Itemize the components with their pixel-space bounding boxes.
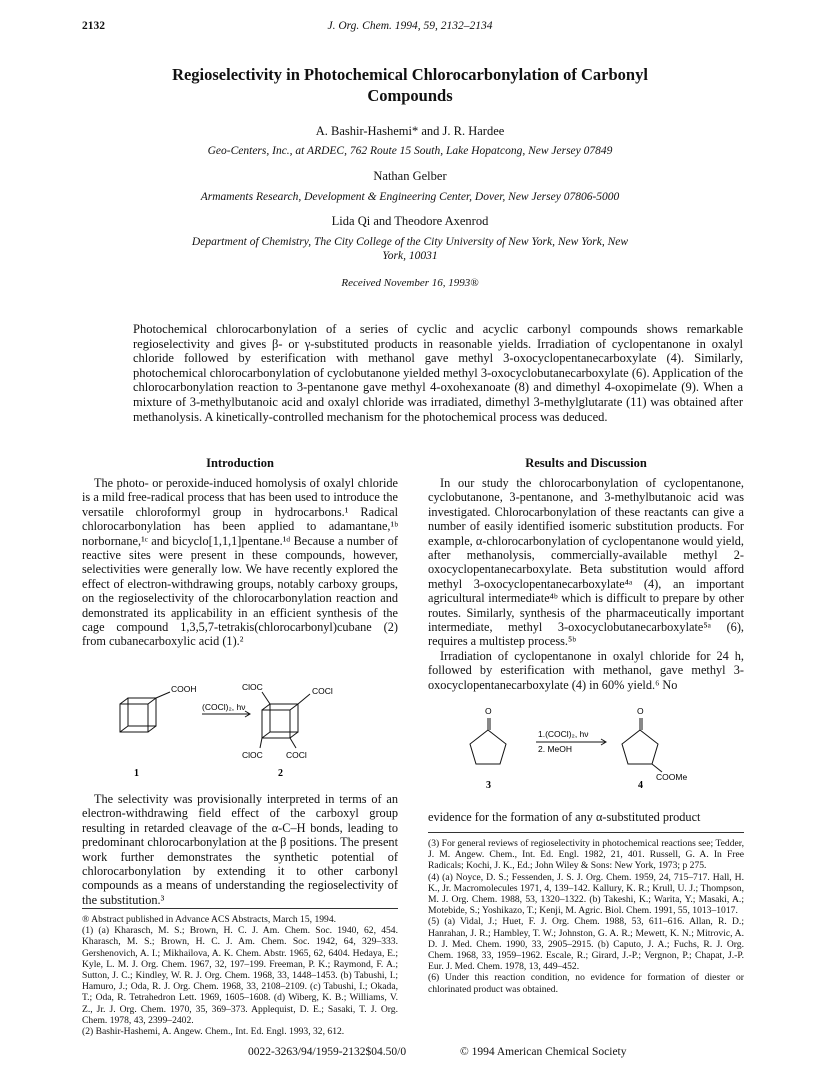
footnote-4: (4) (a) Noyce, D. S.; Fessenden, J. S. J. Org. Chem. 1959, 24, 715–717. Hall, H. K., Jr. Macromolecules 1971, 4, 139–142. Kallury, K. R.; Krull, U. J.; Thompson, M. J. Org. Chem. 1988, 53, 1320–1322. (b) Takeshi, K.; Warita, Y.; Masaki, A.; Motebide, S.; Yoshikazo, T.; Kenji, M. Agric. Biol. Chem. 1991, 55, 1013–1017.: [428, 871, 744, 917]
compound-2-label: 2: [278, 768, 283, 779]
cloc-top-label: ClOC: [242, 682, 263, 692]
reagent-label: (COCl)₂, hν: [202, 702, 246, 712]
affiliation-2: Armaments Research, Development & Engineering Center, Dover, New Jersey 07806-5000: [200, 191, 620, 203]
scheme-1: [82, 680, 398, 780]
footnote-abstract: ® Abstract published in Advance ACS Abstracts, March 15, 1994.: [82, 914, 337, 925]
affiliation-1: Geo-Centers, Inc., at ARDEC, 762 Route 15 South, Lake Hopatcong, New Jersey 07849: [207, 145, 613, 157]
footnote-1: (1) (a) Kharasch, M. S.; Brown, H. C. J. Am. Chem. Soc. 1940, 62, 454. Kharasch, M. S.; Brown, H. C. J. Am. Chem. Soc. 1942, 64, 329–333. Gershenovich, A. I.; Mikhailova, A. K. Chem. Abstr. 1965, 62, 6404. Hedaya, E.; Kyle, L. M. J. Org. Chem. 1967, 32, 197–199. Freeman, P. K.; Raymond, F. A.; Sutton, J. C.; Kindley, W. R. J. Org. Chem. 1968, 33, 1448–1453. (b) Tabushi, I.; Hamuro, J.; Oda, R. J. Org. Chem. 1968, 33, 2108–2109. (c) Tabushi, I.; Okada, T.; Oda, R. Tetrahedron Lett. 1969, 1605–1608. (d) Wiberg, K. B.; Williams, V. Z., Jr. J. Org. Chem. 1970, 35, 369–373. Applequist, D. E.; Sasaki, T. J. Org. Chem. 1978, 43, 2399–2402.: [82, 925, 398, 1026]
copyright: © 1994 American Chemical Society: [460, 1046, 627, 1058]
page-number: 2132: [82, 20, 105, 32]
footnote-3: (3) For general reviews of regioselectivity in photochemical reactions see; Tedder, J. M. Angew. Chem., Int. Ed. Engl. 1982, 21, 401. Russell, G. A. In Free Radicals; Kochi, J. K., Ed.; John Wiley & Sons: New York, 1973; p 275.: [428, 838, 744, 872]
results-paragraph-1: In our study the chlorocarbonylation of cyclopentanone, cyclobutanone, 3-pentanone, and 3-methylbutanoic acid was investigated. Chlorocarbonylation of these reactants can give a number of easily identified isomeric substitution products. For example, α-chlorocarbonylation of cyclopentanone would yield, after methanolysis, commercially-available methyl 2-oxocyclopentanecarboxylate. Beta substitution would afford methyl 3-oxocyclopentanecarboxylate⁴ᵃ (4), an important agricultural intermediate⁴ᵇ which is difficult to prepare by other routes. Similarly, synthesis of the pharmaceutically important intermediate, methyl 3-oxocyclobutanecarboxylate⁵ᵃ (6), requires a multistep process.⁵ᵇ: [428, 476, 744, 649]
journal-citation: J. Org. Chem. 1994, 59, 2132–2134: [327, 20, 493, 32]
results-heading: Results and Discussion: [525, 456, 647, 470]
article-title: Regioselectivity in Photochemical Chlorocarbonylation of Carbonyl Compounds: [172, 65, 648, 105]
results-paragraph-2: Irradiation of cyclopentanone in oxalyl chloride for 24 h, followed by esterification with methanol, gave methyl 3-oxocyclopentanecarboxylate (4) in 60% yield.⁶ No: [428, 648, 744, 692]
intro-paragraph-1: The photo- or peroxide-induced homolysis of oxalyl chloride is a mild free-radical process that has been used to introduce the versatile chloroformyl group in hydrocarbons.¹ Radical chlorocarbonylation has been applied to adamantane,¹ᵇ norbornane,¹ᶜ and bicyclo[1,1,1]pentane.¹ᵈ Because a number of reactive sites were present in these compounds, however, selectivities were generally low. We have recently explored the effect of electron-withdrawing groups, notably carboxy groups, on the regioselectivity of the chlorocarbonylation reaction and demonstrated its applicability in an efficient synthesis of the cage compound 1,3,5,7-tetrakis(chlorocarbonyl)cubane (2) from cubanecarboxylic acid (1).²: [82, 476, 398, 649]
intro-paragraph-2: The selectivity was provisionally interpreted in terms of an electron-withdrawing field effect of the carboxyl group resulting in retarded cleavage of the α-C–H bonds, leading to predominant chlorocarbonylation at the β positions. The present work further demonstrates the synthetic potential of chlorocarbonylation by extending it to other carbonyl compounds as a means of understanding the regioselectivity of the substitution.³: [82, 792, 398, 907]
results-paragraph-3: evidence for the formation of any α-substituted product: [428, 810, 701, 824]
ester-label: COOMe: [656, 772, 688, 782]
abstract: Photochemical chlorocarbonylation of a series of cyclic and acyclic carbonyl compounds shows remarkable regioselectivity and gives β- or γ-substituted products in reasonable yields. Irradiation of cyclopentanone in oxalyl chloride followed by esterification with methanol gave methyl 3-oxocyclopentanecarboxylate (4). Similarly, photochemical chlorocarbonylation of cyclobutanone yielded methyl 3-oxocyclobutanecarboxylate (6). Application of the chlorocarbonylation reaction to 3-pentanone gave methyl 4-oxohexanoate (8) and dimethyl 4-oxopimelate (9). When a mixture of 3-methylbutanoic acid and oxalyl chloride was irradiated, dimethyl 3-methylglutarate (11) was obtained after methanolysis. A kinetically-controlled mechanism for the photochemical process was deduced.: [133, 322, 743, 424]
footnote-5: (5) (a) Vidal, J.; Huet, F. J. Org. Chem. 1988, 53, 611–616. Allan, R. D.; Hanrahan, J. R.; Hambley, T. W.; Johnston, G. A. R.; Mewett, K. N.; Mitrovic, A. D. J. Med. Chem. 1990, 33, 2905–2915. (b) Caputo, J. A.; Fuchs, R. J. Org. Chem. 1968, 33, 1959–1962. Escale, R.; Girard, J.-P.; Vergnon, P.; Chapat, J.-P. Eur. J. Med. Chem. 1978, 13, 449–452.: [428, 916, 744, 973]
compound-4-label: 4: [638, 780, 643, 790]
footnote-divider-right: [428, 832, 744, 833]
cocl-top-label: COCl: [312, 686, 333, 696]
step-1-label: 1.(COCl)₂, hν: [538, 729, 589, 739]
compound-3-label: 3: [486, 780, 491, 790]
footnotes-left: [82, 914, 398, 1037]
affiliation-3: Department of Chemistry, The City College of the City University of New York, New York, New York, 10031: [191, 236, 629, 262]
author-group-1: A. Bashir-Hashemi* and J. R. Hardee: [315, 124, 505, 138]
cocl-bottom-label: COCl: [286, 750, 307, 760]
footnotes-right: [428, 838, 744, 995]
oxygen-right-label: O: [637, 706, 644, 716]
author-group-3: Lida Qi and Theodore Axenrod: [331, 214, 489, 228]
compound-1-label: 1: [134, 768, 139, 779]
issn-code: 0022-3263/94/1959-2132$04.50/0: [248, 1046, 407, 1058]
cloc-bottom-label: ClOC: [242, 750, 263, 760]
oxygen-left-label: O: [485, 706, 492, 716]
results-paragraphs: [428, 476, 744, 692]
received-date: Received November 16, 1993®: [341, 277, 479, 289]
author-group-2: Nathan Gelber: [373, 169, 447, 183]
intro-heading: Introduction: [206, 456, 274, 470]
footnote-divider-left: [82, 908, 398, 909]
step-2-label: 2. MeOH: [538, 744, 573, 754]
scheme-2: [428, 700, 744, 790]
cooh-label: COOH: [171, 684, 197, 694]
footnote-2: (2) Bashir-Hashemi, A. Angew. Chem., Int. Ed. Engl. 1993, 32, 612.: [82, 1026, 345, 1038]
footnote-6: (6) Under this reaction condition, no evidence for formation of diester or chlorinated product was obtained.: [428, 972, 744, 995]
